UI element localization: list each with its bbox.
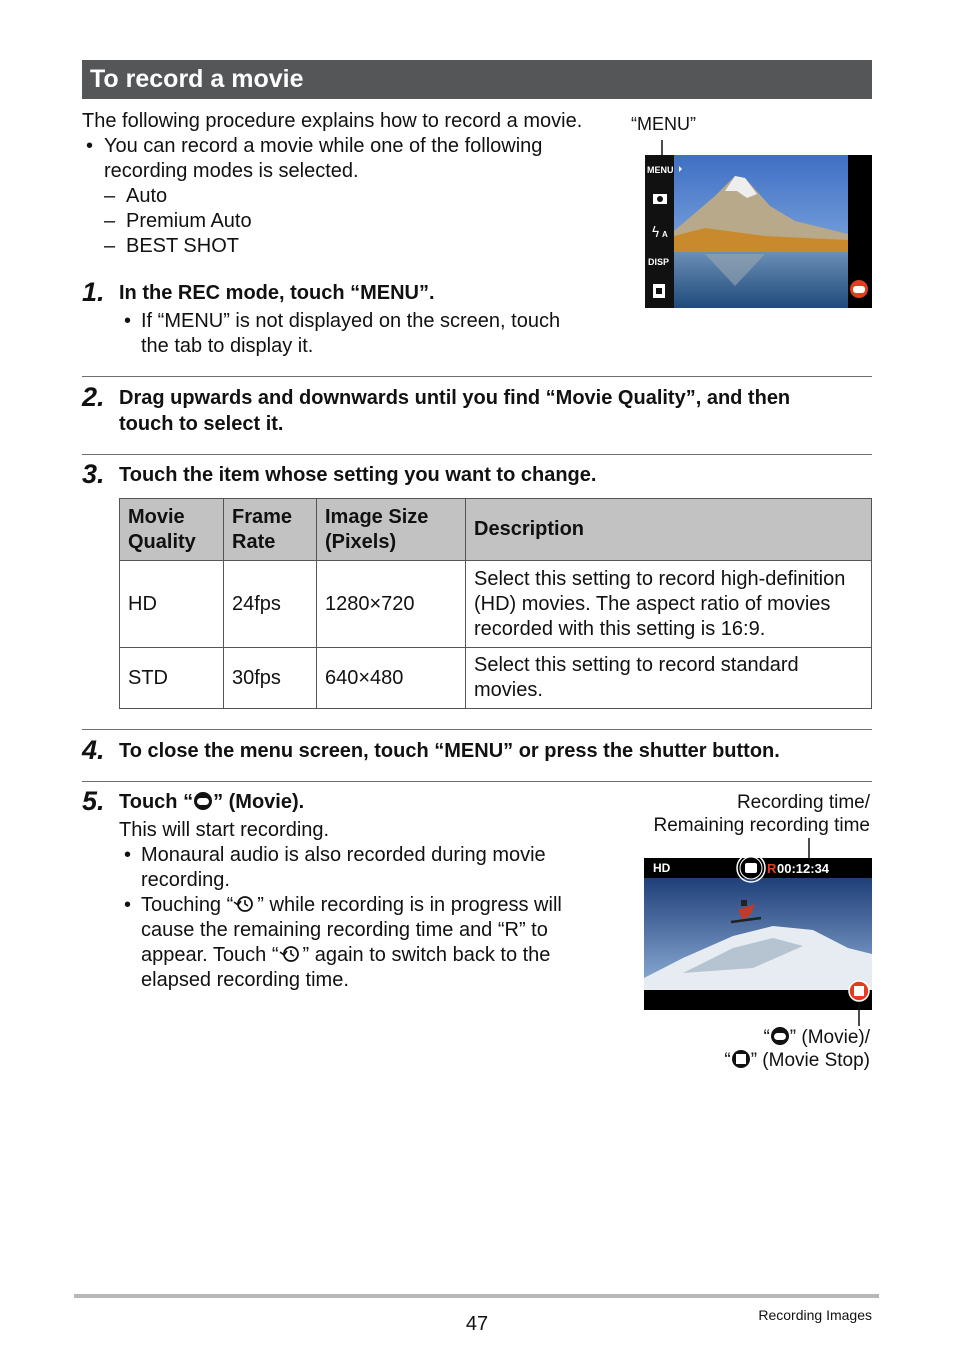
intro-bullet-line2: recording modes is selected. bbox=[104, 160, 359, 182]
mode-item: Auto bbox=[126, 185, 168, 207]
step-number: 4. bbox=[82, 735, 105, 765]
mode-dash: – bbox=[104, 235, 116, 257]
step5-title-pre: Touch “ bbox=[119, 791, 194, 813]
step5-bullet2-line1 bbox=[141, 893, 562, 918]
step5-bullet2-line3 bbox=[141, 943, 550, 968]
mode-item: Premium Auto bbox=[126, 210, 252, 232]
step5-bullet2-line4: elapsed recording time. bbox=[141, 969, 349, 991]
cell-size: 640×480 bbox=[317, 648, 466, 709]
section-title: To record a movie bbox=[82, 60, 872, 99]
text-segment: appear. Touch “ bbox=[141, 944, 279, 966]
footer-section: Recording Images bbox=[758, 1307, 872, 1323]
step5-bullet1-line1: Monaural audio is also recorded during movie bbox=[141, 844, 546, 866]
step5-bullet2-line2: cause the remaining recording time and “R” to bbox=[141, 919, 548, 941]
cell-description bbox=[466, 561, 872, 648]
header-line: Quality bbox=[128, 530, 196, 553]
step5-title bbox=[119, 790, 304, 815]
cell-size: 1280×720 bbox=[317, 561, 466, 648]
menu-tab-text: MENU bbox=[647, 165, 674, 175]
table-row bbox=[120, 561, 872, 648]
page-number: 47 bbox=[465, 1313, 489, 1335]
cell-description bbox=[466, 648, 872, 709]
text-segment: ” (Movie)/ bbox=[789, 1027, 870, 1048]
mode-item: BEST SHOT bbox=[126, 235, 239, 257]
hd-indicator: HD bbox=[653, 861, 671, 875]
time-toggle-icon bbox=[279, 944, 303, 964]
header-image-size bbox=[317, 499, 466, 561]
mode-dash: – bbox=[104, 210, 116, 232]
header-line: Rate bbox=[232, 530, 276, 553]
rec-figure-label-line2: Remaining recording time bbox=[653, 815, 870, 836]
time-toggle-icon bbox=[233, 894, 257, 914]
camera-menu-screen bbox=[645, 136, 873, 310]
intro-text: The following procedure explains how to record a movie. bbox=[82, 110, 583, 132]
step-number: 3. bbox=[82, 459, 105, 489]
header-movie-quality bbox=[120, 499, 224, 561]
header-line: Description bbox=[474, 518, 585, 540]
movie-stop-icon bbox=[731, 1049, 751, 1069]
desc-line: (HD) movies. The aspect ratio of movies bbox=[474, 592, 831, 615]
table-header-row bbox=[120, 499, 872, 561]
cell-rate: 24fps bbox=[224, 561, 317, 648]
step1-note-line1: If “MENU” is not displayed on the screen, touch bbox=[141, 310, 561, 332]
movie-icon bbox=[193, 791, 213, 811]
text-segment: ” while recording is in progress will bbox=[257, 894, 562, 916]
divider bbox=[82, 781, 872, 782]
header-frame-rate bbox=[224, 499, 317, 561]
divider bbox=[82, 454, 872, 455]
step3-title: Touch the item whose setting you want to change. bbox=[119, 464, 597, 486]
footer-rule bbox=[74, 1294, 879, 1298]
header-line: Image Size bbox=[325, 505, 429, 528]
intro-bullet-line1: You can record a movie while one of the following bbox=[104, 135, 543, 157]
text-segment: “ bbox=[724, 1050, 731, 1071]
bullet-dot: • bbox=[124, 894, 132, 916]
step2-line1: Drag upwards and downwards until you find “Movie Quality”, and then bbox=[119, 387, 791, 409]
step2-line2: touch to select it. bbox=[119, 413, 284, 435]
step-number: 5. bbox=[82, 786, 105, 816]
rec-caption-line2 bbox=[724, 1049, 870, 1072]
step4-title: To close the menu screen, touch “MENU” or press the shutter button. bbox=[119, 740, 780, 762]
mode-dash: – bbox=[104, 185, 116, 207]
svg-text:ϟ: ϟ bbox=[651, 225, 661, 241]
rec-caption-line1 bbox=[763, 1026, 870, 1049]
text-segment: “ bbox=[763, 1027, 770, 1048]
divider bbox=[82, 729, 872, 730]
rec-figure-label-line1: Recording time/ bbox=[736, 792, 870, 813]
cell-quality: HD bbox=[120, 561, 224, 648]
movie-icon bbox=[770, 1026, 790, 1046]
desc-line: recorded with this setting is 16:9. bbox=[474, 617, 766, 640]
desc-line: Select this setting to record standard bbox=[474, 654, 799, 676]
header-line: Movie bbox=[128, 505, 185, 528]
remaining-indicator: R bbox=[767, 861, 777, 876]
step-number: 1. bbox=[82, 277, 105, 307]
bullet-dot: • bbox=[124, 844, 132, 866]
step1-title: In the REC mode, touch “MENU”. bbox=[119, 282, 435, 304]
text-segment: Touching “ bbox=[141, 894, 234, 916]
step5-text: This will start recording. bbox=[119, 819, 330, 841]
text-segment: ” (Movie Stop) bbox=[750, 1050, 870, 1071]
svg-text:A: A bbox=[662, 230, 668, 239]
menu-figure-label: “MENU” bbox=[631, 114, 696, 134]
bullet-dot: • bbox=[124, 310, 132, 332]
camera-recording-screen bbox=[643, 838, 873, 1028]
step1-note-line2: the tab to display it. bbox=[141, 335, 314, 357]
desc-line: movies. bbox=[474, 679, 543, 701]
step5-bullet1-line2: recording. bbox=[141, 869, 230, 891]
disp-text: DISP bbox=[648, 257, 670, 267]
recording-time: 00:12:34 bbox=[777, 861, 830, 876]
header-line: Frame bbox=[232, 505, 293, 528]
desc-line: Select this setting to record high-definition bbox=[474, 567, 846, 590]
table-row bbox=[120, 648, 872, 709]
bullet-dot: • bbox=[86, 135, 94, 157]
cell-quality: STD bbox=[120, 648, 224, 709]
cell-rate: 30fps bbox=[224, 648, 317, 709]
header-line: (Pixels) bbox=[325, 530, 397, 553]
movie-quality-table bbox=[119, 498, 872, 709]
divider bbox=[82, 376, 872, 377]
step5-title-post: ” (Movie). bbox=[213, 791, 305, 813]
text-segment: ” again to switch back to the bbox=[302, 944, 551, 966]
header-description bbox=[466, 499, 872, 561]
step-number: 2. bbox=[82, 382, 105, 412]
